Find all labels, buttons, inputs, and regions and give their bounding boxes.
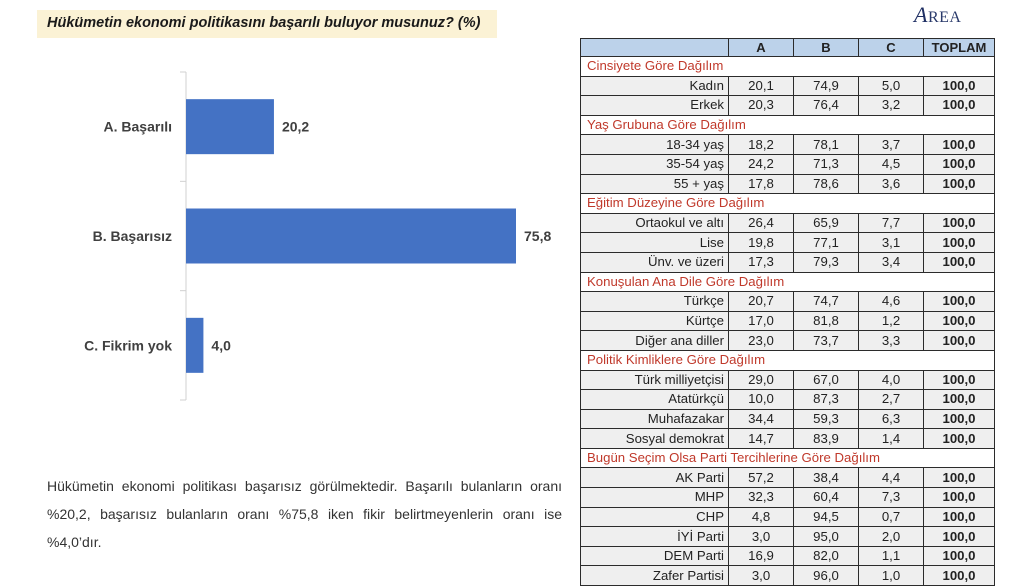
cell-b: 95,0 (794, 527, 859, 547)
row-label: Erkek (581, 96, 729, 116)
cell-a: 19,8 (729, 233, 794, 253)
table-row (581, 252, 995, 272)
cell-a: 17,0 (729, 311, 794, 331)
row-label: AK Parti (581, 468, 729, 488)
cell-total: 100,0 (924, 390, 995, 410)
cell-c: 7,7 (859, 213, 924, 233)
table-row (581, 488, 995, 508)
cell-b: 59,3 (794, 409, 859, 429)
cell-b: 79,3 (794, 252, 859, 272)
row-label: Türkçe (581, 292, 729, 312)
row-label: MHP (581, 488, 729, 508)
table-row (581, 135, 995, 155)
cell-a: 17,3 (729, 252, 794, 272)
cell-total: 100,0 (924, 96, 995, 116)
cell-c: 3,1 (859, 233, 924, 253)
table-row (581, 96, 995, 116)
cell-total: 100,0 (924, 135, 995, 155)
cell-c: 4,5 (859, 154, 924, 174)
cell-c: 3,6 (859, 174, 924, 194)
cell-a: 20,7 (729, 292, 794, 312)
section-title: Yaş Grubuna Göre Dağılım (581, 115, 995, 135)
cell-c: 1,0 (859, 566, 924, 586)
header-a: A (729, 39, 794, 57)
cell-a: 3,0 (729, 566, 794, 586)
cell-b: 81,8 (794, 311, 859, 331)
cell-b: 60,4 (794, 488, 859, 508)
cell-c: 4,0 (859, 370, 924, 390)
header-b: B (794, 39, 859, 57)
cell-b: 96,0 (794, 566, 859, 586)
data-label: 4,0 (211, 337, 231, 354)
table-row (581, 76, 995, 96)
row-label: Ünv. ve üzeri (581, 252, 729, 272)
table-row (581, 390, 995, 410)
section-title: Cinsiyete Göre Dağılım (581, 57, 995, 77)
cell-b: 38,4 (794, 468, 859, 488)
table-section-row (581, 272, 995, 292)
table-row (581, 527, 995, 547)
cell-total: 100,0 (924, 370, 995, 390)
cell-b: 82,0 (794, 546, 859, 566)
cell-c: 2,7 (859, 390, 924, 410)
category-label: B. Başarısız (92, 228, 172, 244)
table-row (581, 370, 995, 390)
cell-a: 4,8 (729, 507, 794, 527)
cell-a: 23,0 (729, 331, 794, 351)
bar (186, 318, 203, 373)
cell-total: 100,0 (924, 174, 995, 194)
cell-a: 29,0 (729, 370, 794, 390)
table-row (581, 468, 995, 488)
cell-total: 100,0 (924, 566, 995, 586)
crosstab-table (580, 38, 995, 586)
cell-c: 7,3 (859, 488, 924, 508)
table-row (581, 331, 995, 351)
cell-a: 18,2 (729, 135, 794, 155)
cell-c: 3,4 (859, 252, 924, 272)
section-title: Politik Kimliklere Göre Dağılım (581, 350, 995, 370)
table-row (581, 429, 995, 449)
cell-b: 73,7 (794, 331, 859, 351)
row-label: 18-34 yaş (581, 135, 729, 155)
cell-a: 17,8 (729, 174, 794, 194)
section-title: Bugün Seçim Olsa Parti Tercihlerine Göre Dağılım (581, 448, 995, 468)
category-label: C. Fikrim yok (84, 337, 172, 354)
cell-a: 14,7 (729, 429, 794, 449)
cell-c: 3,3 (859, 331, 924, 351)
cell-a: 20,3 (729, 96, 794, 116)
cell-b: 71,3 (794, 154, 859, 174)
cell-c: 1,2 (859, 311, 924, 331)
row-label: Kadın (581, 76, 729, 96)
row-label: CHP (581, 507, 729, 527)
category-label: A. Başarılı (103, 118, 172, 135)
cell-total: 100,0 (924, 468, 995, 488)
header-total: TOPLAM (924, 39, 995, 57)
cell-a: 10,0 (729, 390, 794, 410)
table-row (581, 507, 995, 527)
section-title: Eğitim Düzeyine Göre Dağılım (581, 194, 995, 214)
header-c: C (859, 39, 924, 57)
cell-a: 20,1 (729, 76, 794, 96)
row-label: Diğer ana diller (581, 331, 729, 351)
cell-b: 74,9 (794, 76, 859, 96)
cell-b: 74,7 (794, 292, 859, 312)
cell-a: 26,4 (729, 213, 794, 233)
cell-total: 100,0 (924, 154, 995, 174)
cell-c: 2,0 (859, 527, 924, 547)
table-section-row (581, 448, 995, 468)
table-row (581, 154, 995, 174)
cell-b: 67,0 (794, 370, 859, 390)
cell-b: 76,4 (794, 96, 859, 116)
bar-chart (0, 60, 575, 415)
row-label: İYİ Parti (581, 527, 729, 547)
cell-total: 100,0 (924, 507, 995, 527)
table-row (581, 311, 995, 331)
section-title: Konuşulan Ana Dile Göre Dağılım (581, 272, 995, 292)
cell-total: 100,0 (924, 76, 995, 96)
row-label: Türk milliyetçisi (581, 370, 729, 390)
cell-total: 100,0 (924, 488, 995, 508)
row-label: Sosyal demokrat (581, 429, 729, 449)
cell-c: 0,7 (859, 507, 924, 527)
cell-total: 100,0 (924, 429, 995, 449)
table-row (581, 566, 995, 586)
chart-title: Hükümetin ekonomi politikasını başarılı buluyor musunuz? (%) (37, 10, 497, 38)
cell-a: 57,2 (729, 468, 794, 488)
table-section-row (581, 194, 995, 214)
cell-c: 1,4 (859, 429, 924, 449)
row-label: Lise (581, 233, 729, 253)
cell-a: 16,9 (729, 546, 794, 566)
cell-total: 100,0 (924, 311, 995, 331)
cell-total: 100,0 (924, 213, 995, 233)
data-label: 20,2 (281, 118, 310, 135)
table-row (581, 213, 995, 233)
cell-c: 3,7 (859, 135, 924, 155)
cell-c: 1,1 (859, 546, 924, 566)
cell-b: 94,5 (794, 507, 859, 527)
table-row (581, 546, 995, 566)
table-section-row (581, 57, 995, 77)
cell-total: 100,0 (924, 546, 995, 566)
cell-c: 3,2 (859, 96, 924, 116)
cell-c: 4,4 (859, 468, 924, 488)
cell-a: 3,0 (729, 527, 794, 547)
table-row (581, 292, 995, 312)
row-label: DEM Parti (581, 546, 729, 566)
header-blank (581, 39, 729, 57)
cell-total: 100,0 (924, 252, 995, 272)
cell-b: 77,1 (794, 233, 859, 253)
table-section-row (581, 350, 995, 370)
cell-a: 34,4 (729, 409, 794, 429)
bar (186, 99, 274, 154)
cell-b: 83,9 (794, 429, 859, 449)
row-label: Ortaokul ve altı (581, 213, 729, 233)
cell-c: 5,0 (859, 76, 924, 96)
bar (186, 209, 516, 264)
table-row (581, 409, 995, 429)
row-label: 55 + yaş (581, 174, 729, 194)
cell-total: 100,0 (924, 409, 995, 429)
table-row (581, 174, 995, 194)
row-label: 35-54 yaş (581, 154, 729, 174)
row-label: Muhafazakar (581, 409, 729, 429)
cell-total: 100,0 (924, 331, 995, 351)
row-label: Zafer Partisi (581, 566, 729, 586)
cell-b: 78,6 (794, 174, 859, 194)
cell-c: 6,3 (859, 409, 924, 429)
row-label: Kürtçe (581, 311, 729, 331)
area-logo: AREA (914, 2, 962, 27)
cell-a: 32,3 (729, 488, 794, 508)
cell-c: 4,6 (859, 292, 924, 312)
cell-total: 100,0 (924, 292, 995, 312)
description-text: Hükümetin ekonomi politikası başarısız görülmektedir. Başarılı bulanların oranı %20,2, başarısız bulanların oranı %75,8 iken fikir belirtmeyenlerin oranı ise %4,0’dır. (47, 478, 562, 550)
data-label: 75,8 (524, 228, 552, 244)
row-label: Atatürkçü (581, 390, 729, 410)
cell-b: 65,9 (794, 213, 859, 233)
table-row (581, 233, 995, 253)
cell-b: 78,1 (794, 135, 859, 155)
cell-b: 87,3 (794, 390, 859, 410)
cell-total: 100,0 (924, 233, 995, 253)
table-section-row (581, 115, 995, 135)
table-header-row (581, 39, 995, 57)
cell-a: 24,2 (729, 154, 794, 174)
cell-total: 100,0 (924, 527, 995, 547)
